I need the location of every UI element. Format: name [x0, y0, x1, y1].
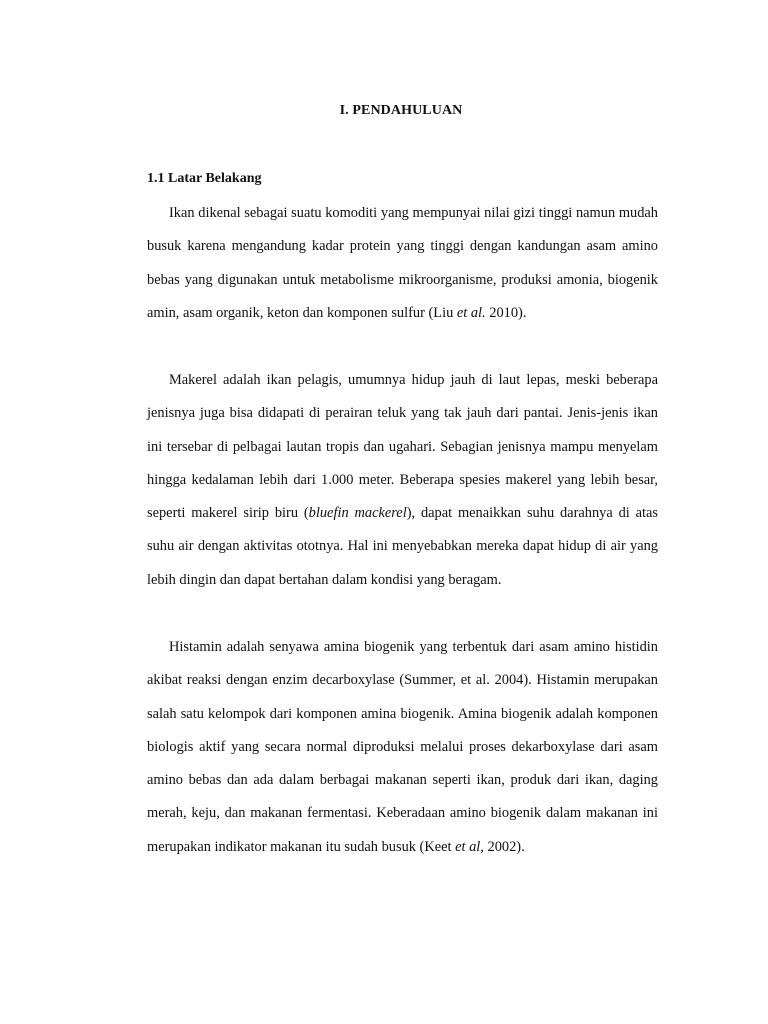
italic-species-name: bluefin mackerel — [308, 505, 407, 522]
paragraph-text: Ikan dikenal sebagai suatu komoditi yang mempunyai nilai gizi tinggi namun mudah busuk karena mengandung kadar protein yang tinggi dengan kandungan asam amino bebas yang digunakan untuk metabolisme mikroorganisme, produksi amonia, biogenik amin, asam organik, keton dan komponen sulfur (Liu — [147, 205, 658, 321]
paragraph-text: 2010). — [485, 304, 527, 321]
section-heading: 1.1 Latar Belakang — [147, 171, 262, 186]
italic-citation-text: et al, — [455, 838, 484, 855]
paragraph-text: 2002). — [483, 838, 525, 855]
paragraph-text: Histamin adalah senyawa amina biogenik yang terbentuk dari asam amino histidin akibat reaksi dengan enzim decarboxylase (Summer, et al. 2004). Histamin merupakan salah satu kelompok dari komponen amina biogenik. Amina biogenik adalah komponen biologis aktif yang secara normal diproduksi melalui proses dekarboxylase dari asam amino bebas dan ada dalam berbagai makanan seperti ikan, produk dari ikan, daging merah, keju, dan makanan fermentasi. Keberadaan amino biogenik dalam makanan ini merupakan indikator makanan itu sudah busuk (Keet — [147, 639, 658, 855]
paragraph-text: Makerel adalah ikan pelagis, umumnya hidup jauh di laut lepas, meski beberapa jenisnya juga bisa didapati di perairan teluk yang tak jauh dari pantai. Jenis-jenis ikan ini tersebar di pelbagai lautan tropis dan ugahari. Sebagian jenisnya mampu menyelam hingga kedalaman lebih dari 1.000 meter. Beberapa spesies makerel yang lebih besar, seperti makerel sirip biru ( — [147, 372, 658, 522]
chapter-title: I. PENDAHULUAN — [339, 103, 463, 118]
paragraph-histamin — [147, 631, 658, 864]
paragraph-makerel — [147, 364, 658, 597]
paragraph-ikan-komoditi — [147, 197, 658, 330]
paragraph-text: ), dapat menaikkan suhu darahnya di atas suhu air dengan aktivitas ototnya. Hal ini menyebabkan mereka dapat hidup di air yang lebih dingin dan dapat bertahan dalam kondisi yang beragam. — [147, 505, 658, 588]
italic-citation-text: et al. — [456, 304, 486, 321]
